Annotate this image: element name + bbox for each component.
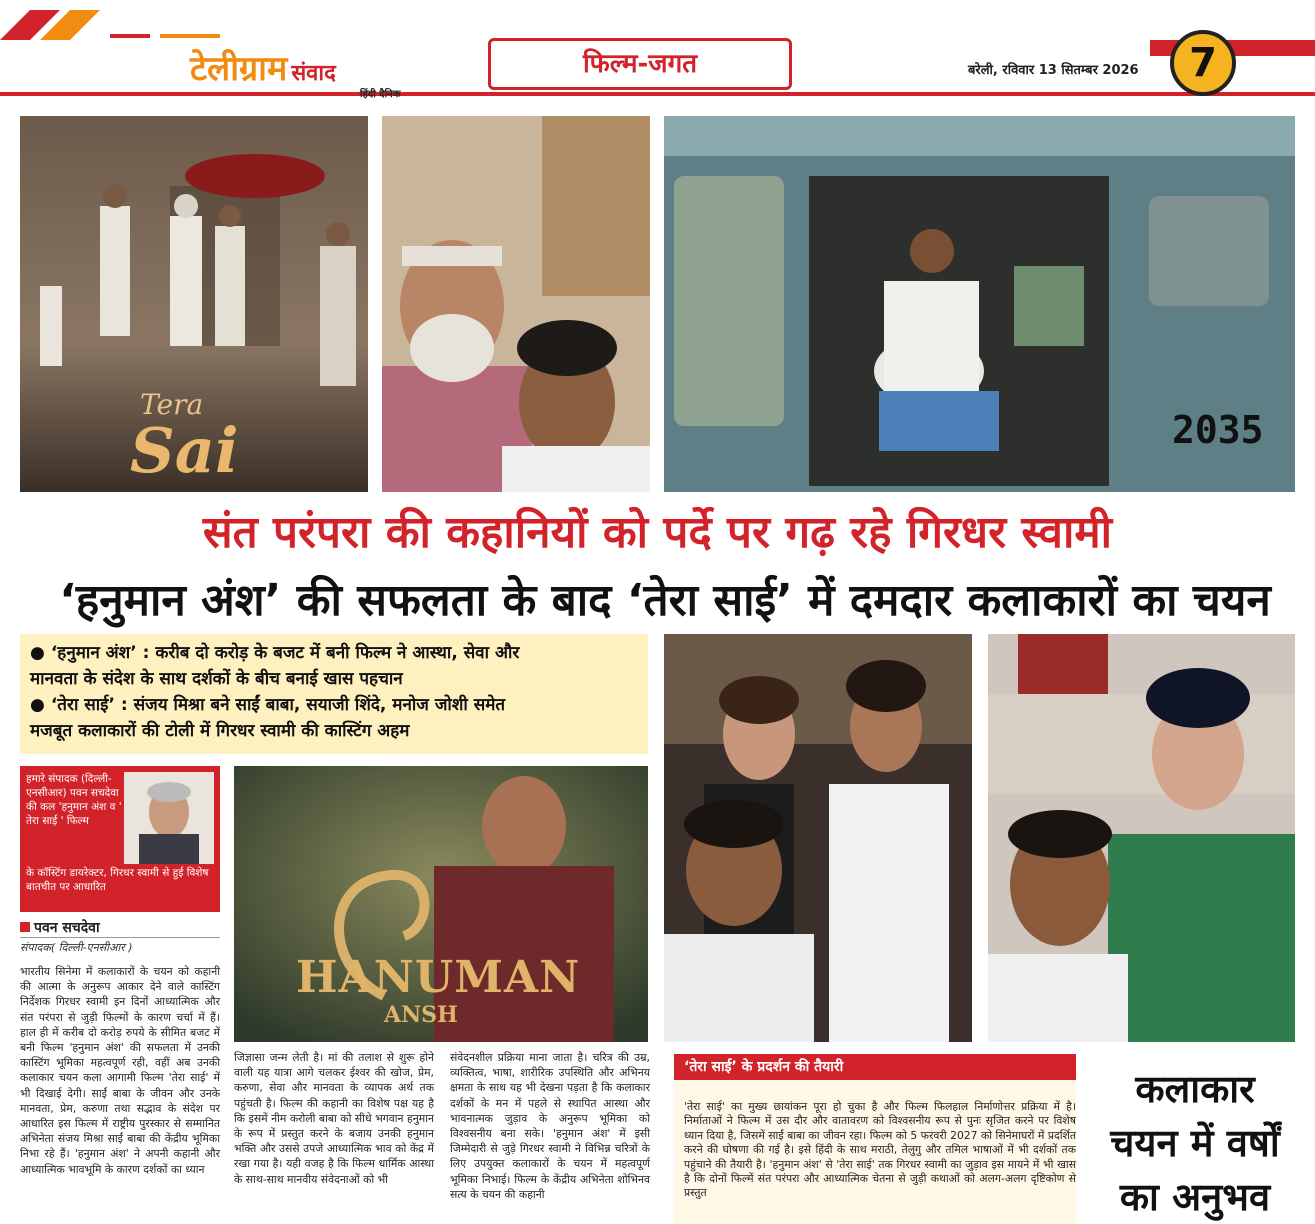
helicopter-number: 2035 bbox=[1172, 408, 1264, 452]
bullet-item: ● ‘हनुमान अंश’ : करीब दो करोड़ के बजट में बनी फिल्म ने आस्था, सेवा और bbox=[30, 643, 520, 663]
article-column-2: जिज्ञासा जन्म लेती है। मां की तलाश से शुरू होने वाली यह यात्रा आगे चलकर ईश्वर की खोज, प्रेम, करुणा, सेवा और मानवता के व्यापक अर्थ तक पहुंचती है। फिल्म की कहानी का विशेष पक्ष यह है कि इसमें नीम करोली बाबा को सीधे भगवान हनुमान के रूप में प्रस्तुत करने के बजाय उनकी हनुमान भक्ति और उससे उपजे आध्यात्मिक भाव को केंद्र में रखा गया है। यही वजह है कि फिल्म धार्मिक आस्था के साथ-साथ मानवीय संवेदनाओं को भी bbox=[234, 1051, 434, 1186]
section-label: फिल्म-जगत bbox=[488, 38, 792, 90]
bullet-1-line1: ‘हनुमान अंश’ : करीब दो करोड़ के बजट में बनी फिल्म ने आस्था, सेवा और bbox=[50, 643, 520, 663]
photo-with-elder-actor bbox=[988, 634, 1295, 1042]
photo-helicopter bbox=[664, 116, 1295, 492]
poster2-sub: ANSH bbox=[384, 1002, 458, 1028]
logo bbox=[190, 44, 401, 100]
pull-quote-line2: चयन में वर्षों bbox=[1110, 1121, 1280, 1165]
photo-actors-group bbox=[664, 634, 972, 1042]
byline bbox=[20, 918, 100, 937]
masthead-rule bbox=[0, 92, 1315, 96]
headline-main: संत परंपरा की कहानियों को पर्दे पर गढ़ रहे गिरधर स्वामी bbox=[202, 507, 1113, 558]
article-column-3: संवेदनशील प्रक्रिया माना जाता है। चरित्र की उम्र, व्यक्तित्व, भाषा, शारीरिक उपस्थिति और अभिनय क्षमता के साथ यह भी देखना पड़ता है कि कलाकार दर्शकों के मन में पहले से स्थापित आस्था और भावनात्मक जुड़ाव के अनुरूप भूमिका को विश्वसनीय बना सके। 'हनुमान अंश' में इसी जिम्मेदारी से जुड़े गिरधर स्वामी ने विभिन्न चरित्रों के लिए उपयुक्त कलाकारों के चयन में महत्वपूर्ण भूमिका निभाई। फिल्म के केंद्रीय अभिनेता शोभिनव सत्य के चयन की कहानी bbox=[450, 1051, 650, 1201]
byline-rule bbox=[20, 937, 220, 938]
preview-heading: ‘तेरा साई’ के प्रदर्शन की तैयारी bbox=[674, 1054, 1076, 1080]
preview-body: 'तेरा साई' का मुख्य छायांकन पूरा हो चुका है और फिल्म फिलहाल निर्माणोत्तर प्रक्रिया में है। निर्माताओं ने फिल्म में उस दौर और वातावरण को विश्वसनीय रूप से पुनः सृजित करने पर विशेष ध्यान दिया है, जिसमें साईं बाबा का जीवन रहा। फिल्म को 5 फरवरी 2027 को सिनेमाघरों में प्रदर्शित करने की घोषणा की गई है। इसे हिंदी के साथ मराठी, तेलुगु और तमिल भाषाओं में भी दर्शकों तक पहुंचाने की तैयारी है। 'हनुमान अंश' से 'तेरा साई' तक गिरधर स्वामी का जुड़ाव इस मायने में भी खास है कि दोनों फिल्में संत परंपरा और आध्यात्मिक चेतना से जुड़ी कथाओं को अलग-अलग दृष्टिकोण से प्रस्तुत bbox=[684, 1100, 1076, 1200]
pull-quote-line1: कलाकार bbox=[1135, 1067, 1255, 1111]
headline-sub: ‘हनुमान अंश’ की सफलता के बाद ‘तेरा साई’ में दमदार कलाकारों का चयन bbox=[59, 575, 1271, 626]
logo-main: टेलीग्राम bbox=[190, 49, 288, 89]
masthead bbox=[0, 0, 1315, 108]
bullet-item-cont bbox=[30, 718, 638, 744]
poster2-title: HANUMAN bbox=[296, 952, 581, 1003]
photo-selfie-elder bbox=[382, 116, 650, 492]
article-column-1: भारतीय सिनेमा में कलाकारों के चयन को कहानी की आत्मा के अनुरूप आकार देने वाले कास्टिंग निर्देशक गिरधर स्वामी इन दिनों आध्यात्मिक और संत परंपरा से जुड़ी फिल्मों के कारण चर्चा में हैं। हाल ही में करीब दो करोड़ रुपये के सीमित बजट में बनी फिल्म 'हनुमान अंश' की सफलता में उनकी कास्टिंग भूमिका महत्वपूर्ण रही, वहीं अब उनकी कलाकार चयन कला आगामी फिल्म 'तेरा साई' में भी दिखाई देगी। साईं बाबा के जीवन और उनके मानवता, प्रेम, करुणा तथा सद्भाव के संदेश पर आधारित इस फिल्म में राष्ट्रीय पुरस्कार से सम्मानित अभिनेता संजय मिश्रा साईं बाबा की केंद्रीय भूमिका निभा रहे हैं। 'हनुमान अंश' ने अपनी कहानी और आध्यात्मिक भावभूमि के कारण दर्शकों का ध्यान bbox=[20, 965, 220, 1176]
highlight-bullets bbox=[20, 634, 648, 754]
editor-note-top: हमारे संपादक (दिल्ली-एनसीआर) पवन सचदेवा की कल 'हनुमान अंश व ' तेरा साई ' फिल्म bbox=[26, 773, 122, 827]
editor-note-box bbox=[20, 766, 220, 912]
bullet-2-line1: ‘तेरा साई’ : संजय मिश्रा बने साईं बाबा, सयाजी शिंदे, मनोज जोशी समेत bbox=[50, 695, 506, 715]
tera-sai-poster bbox=[20, 116, 368, 492]
masthead-stripes bbox=[0, 0, 480, 40]
poster1-title-a: Tera bbox=[140, 388, 204, 421]
page-number: 7 bbox=[1170, 30, 1236, 96]
byline-marker bbox=[20, 922, 30, 932]
logo-tag: हिंदी दैनिक bbox=[360, 89, 401, 100]
bullet-item-cont bbox=[30, 666, 638, 692]
hanuman-ansh-poster bbox=[234, 766, 648, 1042]
editor-photo bbox=[124, 772, 214, 864]
byline-role: संपादक( दिल्ली-एनसीआर ) bbox=[20, 941, 133, 954]
byline-name: पवन सचदेवा bbox=[34, 920, 100, 936]
bullet-1-line2: मानवता के संदेश के साथ दर्शकों के बीच बनाई खास पहचान bbox=[30, 669, 403, 689]
pull-quote bbox=[1090, 1062, 1300, 1224]
poster1-title-b: Sai bbox=[130, 414, 239, 487]
bullet-item: ● ‘तेरा साई’ : संजय मिश्रा बने साईं बाबा, सयाजी शिंदे, मनोज जोशी समेत bbox=[30, 695, 506, 715]
editor-note-bottom: के कॉस्टिंग डायरेक्टर, गिरधर स्वामी से हुई विशेष बातचीत पर आधारित bbox=[26, 867, 209, 893]
logo-sub: संवाद bbox=[291, 61, 336, 86]
pull-quote-line3: का अनुभव bbox=[1119, 1175, 1271, 1219]
dateline: बरेली, रविवार 13 सितम्बर 2026 bbox=[968, 63, 1139, 78]
bullet-2-line2: मजबूत कलाकारों की टोली में गिरधर स्वामी की कास्टिंग अहम bbox=[30, 721, 410, 741]
